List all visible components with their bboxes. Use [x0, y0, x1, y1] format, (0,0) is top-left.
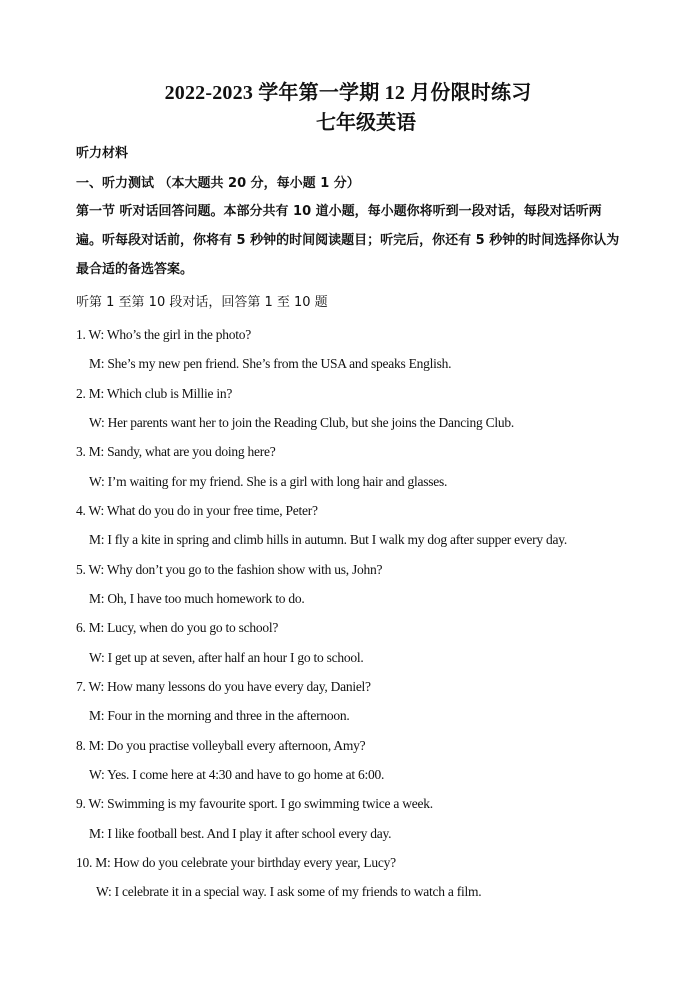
dialogue-answer: W: I get up at seven, after half an hour I go to school.: [89, 650, 364, 665]
section-one-description: 第一节 听对话回答问题。本部分共有 10 道小题，每小题你将听到一段对话，每段对话听两遍。听每段对话前，你将有 5 秒钟的时间阅读题目；听完后，你还有 5 秒钟的时间选择你认为最合适的备选答案。: [76, 204, 620, 277]
dialogue-answer: M: Oh, I have too much homework to do.: [89, 591, 305, 606]
dialogue-question: 7. W: How many lessons do you have every day, Daniel?: [76, 679, 371, 694]
document-subtitle: 七年级英语: [316, 112, 416, 134]
dialogue-question: 9. W: Swimming is my favourite sport. I go swimming twice a week.: [76, 796, 433, 811]
dialogue-answer: M: She’s my new pen friend. She’s from the USA and speaks English.: [89, 356, 452, 371]
instruction-line: 听第 1 至第 10 段对话，回答第 1 至 10 题: [76, 295, 328, 310]
dialogue-answer: W: I celebrate it in a special way. I ask some of my friends to watch a film.: [96, 884, 482, 899]
dialogue-question: 8. M: Do you practise volleyball every afternoon, Amy?: [76, 738, 366, 753]
dialogue-answer: W: Her parents want her to join the Reading Club, but she joins the Dancing Club.: [89, 415, 515, 430]
dialogue-answer: W: I’m waiting for my friend. She is a girl with long hair and glasses.: [89, 474, 448, 489]
dialogue-answer: M: I fly a kite in spring and climb hills in autumn. But I walk my dog after supper every day.: [89, 532, 568, 547]
section-label: 听力材料: [76, 146, 129, 161]
dialogue-answer: M: I like football best. And I play it after school every day.: [89, 826, 392, 841]
dialogue-question: 6. M: Lucy, when do you go to school?: [76, 620, 279, 635]
part-heading: 一、听力测试 （本大题共 20 分，每小题 1 分）: [76, 176, 360, 191]
document-title: 2022-2023 学年第一学期 12 月份限时练习: [164, 82, 532, 104]
dialogue-question: 3. M: Sandy, what are you doing here?: [76, 444, 276, 459]
dialogue-question: 1. W: Who’s the girl in the photo?: [76, 327, 251, 342]
dialogue-question: 2. M: Which club is Millie in?: [76, 386, 233, 401]
dialogue-question: 4. W: What do you do in your free time, Peter?: [76, 503, 318, 518]
dialogue-question: 5. W: Why don’t you go to the fashion show with us, John?: [76, 562, 383, 577]
dialogue-answer: M: Four in the morning and three in the afternoon.: [89, 708, 350, 723]
dialogue-question: 10. M: How do you celebrate your birthday every year, Lucy?: [76, 855, 396, 870]
dialogue-answer: W: Yes. I come here at 4:30 and have to go home at 6:00.: [89, 767, 385, 782]
